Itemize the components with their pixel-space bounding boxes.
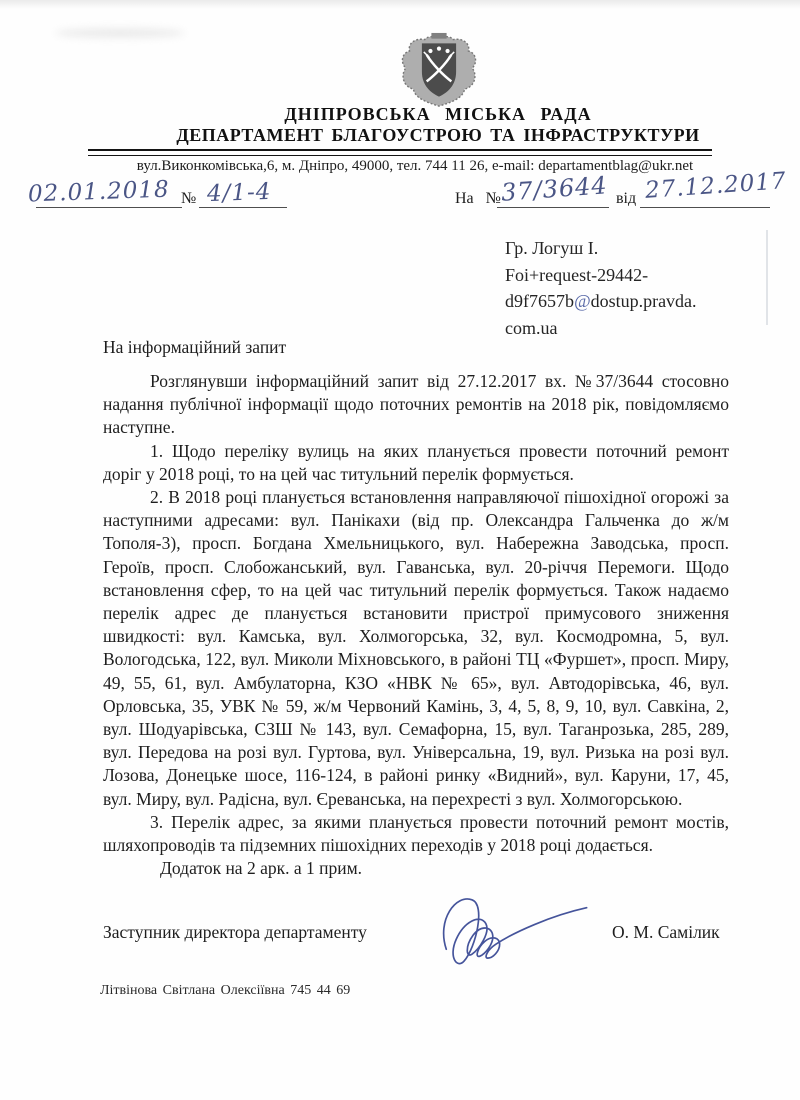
recipient-block xyxy=(505,235,697,341)
recipient-email-line1: Foi+request-29442- xyxy=(505,264,649,285)
paragraph-item-3: 3. Перелік адрес, за якими планується провести поточний ремонт мостів, шляхопроводів та підземних пішохідних переходів у 2018 році додається. xyxy=(103,811,729,856)
recipient-name: Гр. Логуш І. xyxy=(505,238,599,258)
paragraph-intro: Розглянувши інформаційний запит від 27.12.2017 вх. №37/3644 стосовно надання публічної інформації щодо поточних ремонтів на 2018 рік, повідомляємо наступне. xyxy=(103,371,729,438)
email-suffix: dostup.pravda. xyxy=(590,291,697,311)
letter-body xyxy=(103,370,729,880)
outgoing-date-handwritten: 02.01.2018 xyxy=(27,176,171,208)
executor-contact: Літвінова Світлана Олексіївна 745 44 69 xyxy=(100,983,351,998)
scan-artifact-top xyxy=(0,0,800,9)
dnipro-coat-of-arms-icon xyxy=(396,32,482,108)
department-name: ДЕПАРТАМЕНТ БЛАГОУСТРОЮ ТА ІНФРАСТРУКТУРИ xyxy=(176,125,700,145)
signer-title: Заступник директора департаменту xyxy=(103,922,367,942)
attachment-note: Додаток на 2 арк. а 1 прим. xyxy=(160,858,363,879)
incoming-date-handwritten: 27.12.2017 xyxy=(644,168,788,204)
email-at-symbol: @ xyxy=(574,291,591,311)
signer-name: О. М. Самілик xyxy=(612,922,720,942)
subject-line: На інформаційний запит xyxy=(103,337,287,357)
contact-address-line: вул.Виконкомівська,6, м. Дніпро, 49000, тел. 744 11 26, e-mail: departamentblag@ukr.net xyxy=(136,158,694,174)
incoming-number-underline xyxy=(497,207,609,208)
outgoing-date-underline xyxy=(36,207,182,208)
recipient-email-line3: com.ua xyxy=(505,317,558,338)
email-prefix: d9f7657b xyxy=(505,291,574,311)
letterhead-divider xyxy=(88,149,712,156)
outgoing-number-underline xyxy=(199,207,287,208)
scan-artifact-smudge xyxy=(55,28,185,38)
vid-label: від xyxy=(616,190,637,207)
letterhead xyxy=(95,104,781,146)
paragraph-item-2: 2. В 2018 році планується встановлення направляючої пішохідної огорожі за наступними адресами: вул. Панікахи (від пр. Олександра Гальченка до ж/м Тополя-3), просп. Богдана Хмельницького, вул. Набережна Заводська, просп. Героїв, просп. Слобожанський, вул. Гаванська, вул. 20-річчя Перемоги. Щодо встановлення сфер, то на цей час титульний перелік формується. Також надаємо перелік адрес де планується встановити пристрої примусового зниження швидкості: вул. Камська, вул. Холмогорська, 32, вул. Космодромна, 5, вул. Вологодська, 122, вул. Миколи Міхновського, в районі ТЦ «Фуршет», просп. Миру, 49, 55, 61, вул. Амбулаторна, КЗО «НВК № 65», вул. Автодорівська, 46, вул. Орловська, 35, УВК № 59, ж/м Червоний Камінь, 3, 4, 5, 8, 9, 10, вул. Савкіна, 2, вул. Шодуарівська, СЗШ № 143, вул. Семафорна, 15, вул. Таганрозька, 285, 289, вул. Передова на розі вул. Гуртова, вул. Універсальна, 19, вул. Ризька на розі вул. Лозова, Донецьке шосе, 116-124, в районі ринку «Видний», вул. Каруни, 17, 45, вул. Миру, вул. Радісна, вул. Єреванська, на перехресті з вул. Холмогорською. xyxy=(103,487,729,809)
incoming-date-underline xyxy=(640,207,770,208)
recipient-email-line2 xyxy=(505,288,697,315)
incoming-ref-label: На № xyxy=(455,190,501,207)
org-name: ДНІПРОВСЬКА МІСЬКА РАДА xyxy=(284,104,592,124)
incoming-number-handwritten: 37/3644 xyxy=(500,171,609,207)
number-sign-label: № xyxy=(181,190,197,207)
handwritten-signature xyxy=(428,886,596,970)
paragraph-item-1: 1. Щодо переліку вулиць на яких планується провести поточний ремонт доріг у 2018 році, то на цей час титульний перелік формується. xyxy=(103,440,729,484)
outgoing-number-handwritten: 4/1-4 xyxy=(206,178,272,208)
scan-artifact-crease xyxy=(766,230,768,325)
